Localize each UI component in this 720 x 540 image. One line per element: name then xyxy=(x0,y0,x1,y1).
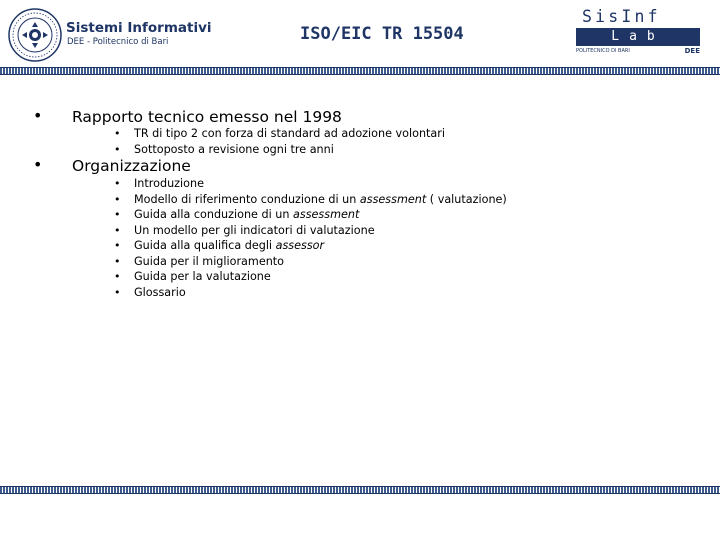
sub-bullet-text: Guida per il miglioramento xyxy=(134,255,285,268)
sisinf-logo-word: SisInf xyxy=(582,7,661,26)
sub-bullet-dot-icon: • xyxy=(114,143,121,156)
sub-bullet-dot-icon: • xyxy=(114,177,121,190)
org-name: Sistemi Informativi xyxy=(66,20,212,36)
bullet-dot-icon: • xyxy=(33,155,43,174)
slide-title: ISO/EIC TR 15504 xyxy=(300,24,464,44)
sub-bullet-dot-icon: • xyxy=(114,270,121,283)
sub-bullet-text: Guida per la valutazione xyxy=(134,270,271,283)
sisinf-logo-lab-bar: Lab xyxy=(576,28,700,46)
header-rule xyxy=(0,67,720,75)
dee-mini-logo: DEE xyxy=(684,47,700,55)
bullet-text: Rapporto tecnico emesso nel 1998 xyxy=(72,108,342,126)
sub-bullet-dot-icon: • xyxy=(114,208,121,221)
politecnico-mini-label: POLITECNICO DI BARI xyxy=(576,48,630,54)
sub-bullet-text: Un modello per gli indicatori di valutazione xyxy=(134,224,375,237)
sub-bullet-text: TR di tipo 2 con forza di standard ad adozione volontari xyxy=(134,127,445,140)
sisinf-logo-footer xyxy=(576,48,700,56)
sub-bullet-text: Glossario xyxy=(134,286,186,299)
sub-bullet-text: Sottoposto a revisione ogni tre anni xyxy=(134,143,334,156)
sub-bullet-dot-icon: • xyxy=(114,255,121,268)
sub-bullet-dot-icon: • xyxy=(114,239,121,252)
footer-rule xyxy=(0,486,720,494)
sub-bullet-dot-icon: • xyxy=(114,224,121,237)
bullet-text: Organizzazione xyxy=(72,157,191,175)
sub-bullet-dot-icon: • xyxy=(114,127,121,140)
sub-bullet-text: Modello di riferimento conduzione di un assessment ( valutazione) xyxy=(134,193,507,206)
politecnico-seal-logo xyxy=(8,8,62,62)
sub-bullet-text: Introduzione xyxy=(134,177,204,190)
sub-bullet-text: Guida alla qualifica degli assessor xyxy=(134,239,325,252)
sub-bullet-text: Guida alla conduzione di un assessment xyxy=(134,208,360,221)
org-subtitle: DEE - Politecnico di Bari xyxy=(67,37,169,47)
sub-bullet-dot-icon: • xyxy=(114,193,121,206)
sub-bullet-dot-icon: • xyxy=(114,286,121,299)
bullet-dot-icon: • xyxy=(33,106,43,125)
